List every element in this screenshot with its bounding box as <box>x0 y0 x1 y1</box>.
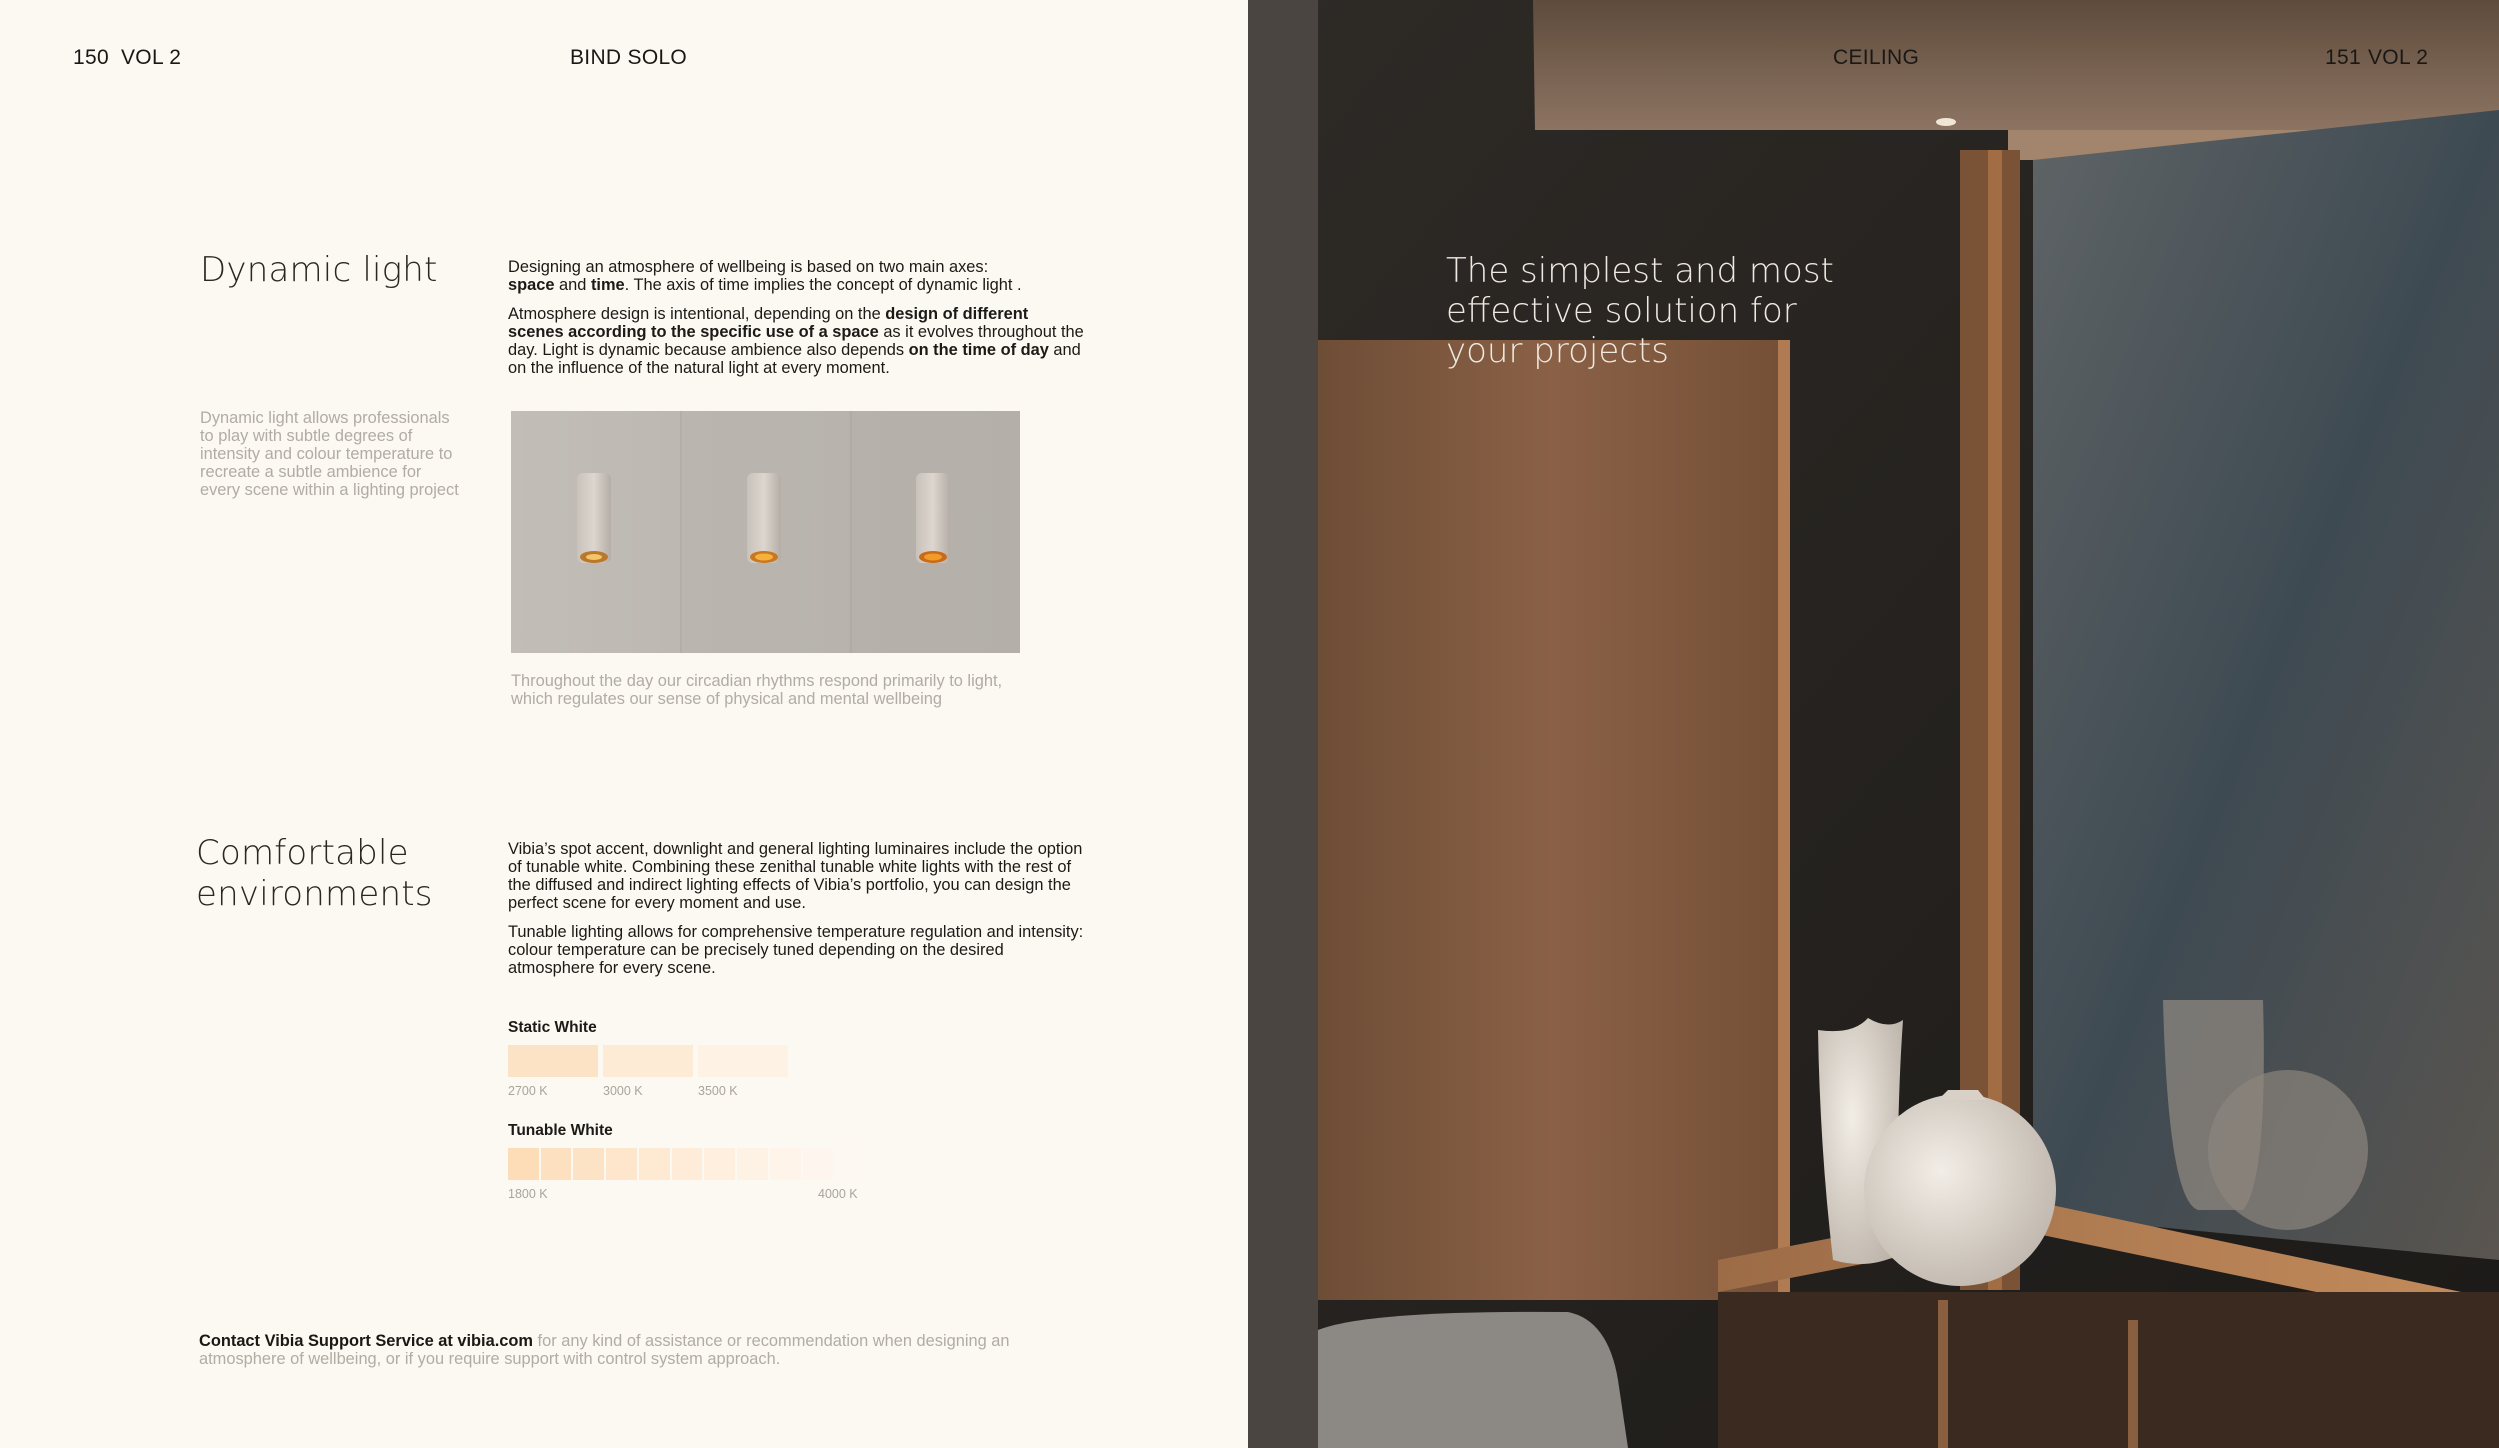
tunable-step-4 <box>639 1148 670 1180</box>
tunable-step-6 <box>704 1148 735 1180</box>
spotlights-illustration <box>511 411 1020 653</box>
tunable-step-2 <box>573 1148 604 1180</box>
static-swatch-0 <box>508 1045 598 1077</box>
tunable-step-5 <box>672 1148 703 1180</box>
dynamic-p1-rest: . The axis of time implies the concept of dynamic light . <box>624 276 1022 294</box>
tunable-white-gradient <box>508 1148 868 1180</box>
spotlights-image <box>511 411 1020 653</box>
comfortable-p1: Vibia’s spot accent, downlight and general lighting luminaires include the option of tunable white. Combining these zenithal tunable white lights with the rest of the diffused and indirect lighting effects of Vibia’s portfolio, you can design the perfect scene for every moment and use. <box>508 840 1083 912</box>
dynamic-p2-c: as it evolves throughout the day. Light is dynamic because ambience also depends <box>508 323 1084 359</box>
dynamic-p1-space: space <box>508 276 555 294</box>
tunable-step-7 <box>737 1148 768 1180</box>
tunable-step-9 <box>803 1148 834 1180</box>
contact-link-text[interactable]: Contact Vibia Support Service at vibia.com <box>199 1332 533 1350</box>
left-volume: VOL 2 <box>121 46 182 69</box>
tunable-step-8 <box>770 1148 801 1180</box>
static-swatch-label-2: 3500 K <box>698 1084 738 1098</box>
left-page-number: 150 <box>73 46 109 69</box>
dynamic-p1-and: and <box>554 276 591 294</box>
right-page-photo <box>1248 0 2499 1448</box>
tunable-step-0 <box>508 1148 539 1180</box>
dynamic-light-heading: Dynamic light <box>200 250 438 290</box>
spotlight-3 <box>916 473 950 563</box>
dynamic-p1-text: Designing an atmosphere of wellbeing is based on two main axes: <box>508 258 989 276</box>
static-swatch-label-1: 3000 K <box>603 1084 643 1098</box>
tunable-white-label: Tunable White <box>508 1122 613 1139</box>
dynamic-light-side-note: Dynamic light allows professionals to play with subtle degrees of intensity and colour temperature to recreate a subtle ambience for every scene within a lighting project <box>200 409 459 499</box>
static-swatch-1 <box>603 1045 693 1077</box>
dynamic-p2-e: and on the influence of the natural light at every moment. <box>508 341 1081 377</box>
left-section-title: BIND SOLO <box>570 46 688 69</box>
right-page-number: 151 <box>2325 46 2361 69</box>
spotlights-caption: Throughout the day our circadian rhythms respond primarily to light, which regulates our sense of physical and mental wellbeing <box>511 672 1003 708</box>
contact-note <box>199 1332 1029 1368</box>
hero-line-2: effective solution for <box>1446 291 1797 331</box>
comfortable-heading-line2: environments <box>196 874 433 915</box>
static-white-swatches <box>508 1045 808 1105</box>
static-swatch-label-0: 2700 K <box>508 1084 548 1098</box>
spotlight-2 <box>747 473 781 563</box>
hero-line-3: your projects <box>1446 331 1669 371</box>
dynamic-light-body <box>508 258 1088 377</box>
comfortable-body <box>508 840 1088 977</box>
dynamic-p2-d: on the time of day <box>908 341 1049 359</box>
hero-line-1: The simplest and most <box>1446 251 1834 291</box>
tunable-max-label: 4000 K <box>818 1187 858 1201</box>
hero-headline <box>1446 251 1834 371</box>
dynamic-p1 <box>508 258 1088 294</box>
left-page <box>0 0 1248 1448</box>
static-swatch-2 <box>698 1045 788 1077</box>
spotlight-1 <box>577 473 611 563</box>
comfortable-heading-line1: Comfortable <box>196 833 409 873</box>
tunable-min-label: 1800 K <box>508 1187 548 1201</box>
static-white-label: Static White <box>508 1019 597 1036</box>
right-section-title: CEILING <box>1833 46 1920 69</box>
contact-rest: for any kind of assistance or recommendation when designing an atmosphere of wellbeing, or if you require support with control system approach. <box>199 1332 1010 1368</box>
round-vase <box>1864 1094 2056 1286</box>
dynamic-p2-a: Atmosphere design is intentional, depending on the <box>508 305 886 323</box>
tunable-step-10 <box>835 1148 866 1180</box>
dynamic-p1-time: time <box>590 276 625 294</box>
tunable-step-1 <box>541 1148 572 1180</box>
comfortable-p2: Tunable lighting allows for comprehensive temperature regulation and intensity: colour temperature can be precisely tuned depending on the desired atmosphere for every scene. <box>508 923 1084 977</box>
interior-photo <box>1248 0 2499 1448</box>
tunable-step-3 <box>606 1148 637 1180</box>
right-volume: VOL 2 <box>2368 46 2429 69</box>
dynamic-p2 <box>508 305 1088 377</box>
dynamic-p2-b: design of different scenes according to the specific use of a space <box>508 305 1029 341</box>
comfortable-heading <box>196 833 433 916</box>
